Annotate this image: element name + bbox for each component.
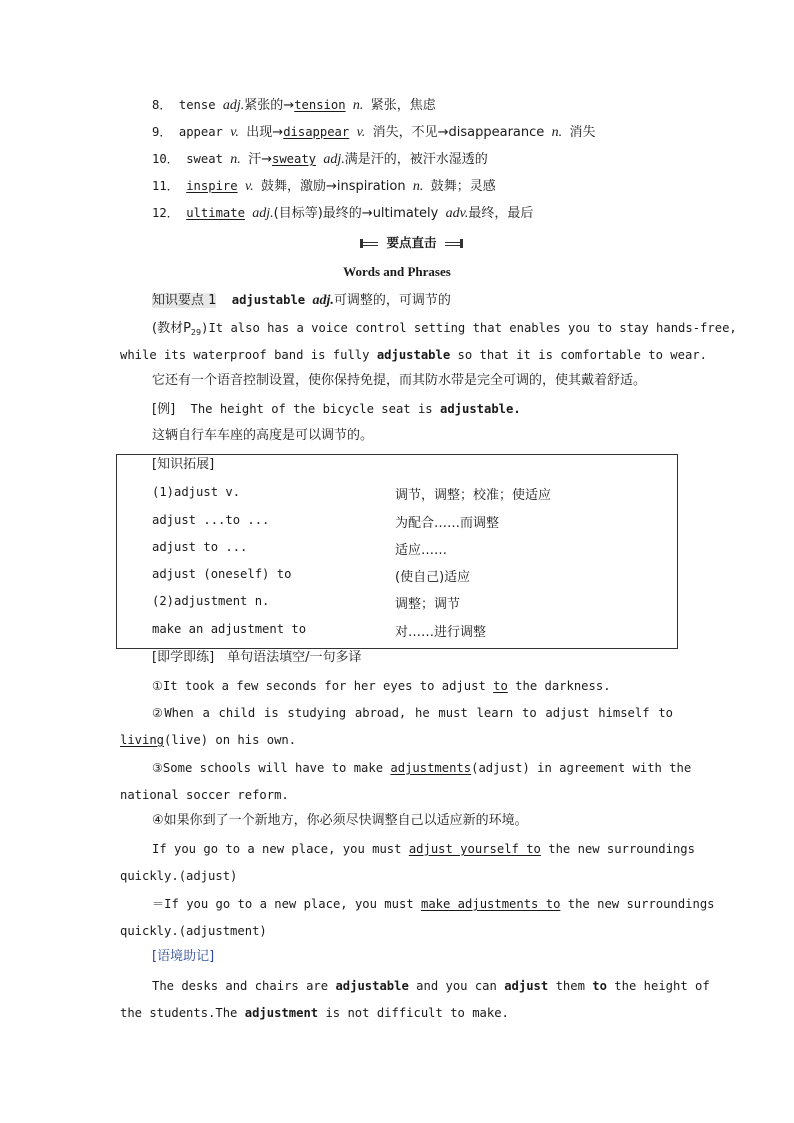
keyword: adjustment [244, 1006, 319, 1020]
part-of-speech: v. [356, 125, 366, 140]
expansion-row-en: (2)adjustment n. [152, 594, 270, 608]
practice-q3-line2: national soccer reform. [120, 788, 289, 802]
textbook-page: 29 [190, 328, 202, 337]
meaning: 紧张的→ [244, 98, 295, 113]
textbook-text: while its waterproof band is fully [120, 348, 377, 362]
practice-q2-line2 [120, 732, 296, 748]
part-of-speech: n. [230, 152, 241, 167]
meaning: 消失，不见→disappearance [372, 125, 545, 140]
item-number: 10． [152, 152, 179, 166]
item-number: 9． [152, 125, 172, 139]
question-text: ③Some schools will have to make [152, 761, 391, 775]
word: appear [178, 125, 223, 139]
practice-q1 [152, 678, 611, 694]
knowledge-point-heading [152, 292, 451, 309]
section-banner [360, 236, 463, 250]
answer-word: ultimate [186, 206, 245, 220]
part-of-speech: n. [352, 98, 364, 113]
textbook-text: so that it is comfortable to wear. [450, 348, 707, 362]
meaning: (目标等)最终的→ultimately [273, 206, 439, 221]
expansion-row-cn: 对……进行调整 [395, 625, 487, 640]
point-label: 知识要点 1 [152, 293, 217, 308]
question-text: (live) on his own. [164, 733, 297, 747]
banner-cap-right [460, 239, 463, 248]
part-of-speech: adv. [445, 206, 469, 221]
part-of-speech: adj. [222, 98, 245, 113]
context-text: is not difficult to make. [318, 1006, 509, 1020]
part-of-speech: n. [412, 179, 424, 194]
section-title: 要点直击 [378, 235, 445, 251]
expansion-row-en: adjust to ... [152, 540, 248, 554]
part-of-speech: adj. [252, 206, 274, 221]
answer-word: tension [294, 98, 346, 112]
practice-q4a-line1 [152, 841, 695, 857]
question-text: If you go to a new place, you must [152, 842, 409, 856]
keyword: adjustable. [439, 402, 521, 416]
part-of-speech: adj. [312, 293, 334, 308]
expansion-row-en: (1)adjust v. [152, 485, 241, 499]
vocab-item-12 [152, 205, 533, 222]
meaning: 可调整的，可调节的 [333, 293, 451, 308]
meaning: 消失 [569, 125, 596, 140]
example-text: The height of the bicycle seat is [190, 402, 440, 416]
vocab-item-8 [152, 97, 436, 114]
practice-q4-chinese: ④如果你到了一个新地方，你必须尽快调整自己以适应新的环境。 [152, 813, 528, 828]
point-word: adjustable [231, 293, 306, 307]
expansion-row-cn: 调整；调节 [395, 597, 461, 612]
textbook-text: )It also has a voice control setting that enables you to stay hands-free, [201, 321, 737, 335]
word: tense [178, 98, 216, 112]
context-line-1 [152, 978, 710, 994]
meaning: 满是汗的，被汗水湿透的 [344, 152, 488, 167]
answer-word: sweaty [272, 152, 317, 166]
expansion-row-cn: 调节，调整；校准；使适应 [395, 488, 552, 503]
practice-q4b-line2: quickly.(adjustment) [120, 924, 267, 938]
practice-q4a-line2: quickly.(adjust) [120, 869, 238, 883]
expansion-row-en: adjust ...to ... [152, 513, 270, 527]
answer-word: inspire [186, 179, 238, 193]
question-text: (adjust) in agreement with the [471, 761, 692, 775]
expansion-row-cn: 适应…… [395, 543, 448, 558]
meaning: 鼓舞；灵感 [430, 179, 496, 194]
question-text: ＝If you go to a new place, you must [152, 897, 421, 911]
question-text: the darkness. [507, 679, 611, 693]
practice-q3-line1 [152, 760, 692, 776]
question-text: the new surroundings [560, 897, 715, 911]
meaning: 出现→ [246, 125, 284, 140]
practice-title: [即学即练] 单句语法填空/一句多译 [152, 650, 362, 665]
answer: living [120, 733, 165, 747]
practice-q2-line1: ②When a child is studying abroad, he must learn to adjust himself to [152, 706, 673, 720]
answer: adjustments [390, 761, 472, 775]
expansion-row-en: make an adjustment to [152, 622, 307, 636]
answer: make adjustments to [421, 897, 561, 911]
meaning: 鼓舞，激励→inspiration [260, 179, 406, 194]
context-text: them [548, 979, 593, 993]
expansion-row-cn: (使自己)适应 [395, 570, 471, 585]
context-text: the students.The [120, 1006, 245, 1020]
expansion-row-cn: 为配合……而调整 [395, 516, 500, 531]
expansion-row-en: adjust (oneself) to [152, 567, 292, 581]
meaning: 最终，最后 [468, 206, 534, 221]
example-tag: [例] [152, 402, 176, 417]
context-text: The desks and chairs are [152, 979, 336, 993]
answer-word: disappear [283, 125, 350, 139]
keyword: adjustable [376, 348, 451, 362]
section-subtitle: Words and Phrases [343, 264, 451, 279]
part-of-speech: v. [230, 125, 239, 140]
context-line-2 [120, 1005, 509, 1021]
question-text: ①It took a few seconds for her eyes to adjust [152, 679, 494, 693]
meaning: 紧张，焦虑 [370, 98, 436, 113]
context-text: the height of [606, 979, 710, 993]
item-number: 11． [152, 179, 179, 193]
vocab-item-9 [152, 124, 595, 141]
item-number: 12． [152, 206, 179, 220]
word: sweat [186, 152, 223, 166]
part-of-speech: n. [551, 125, 563, 140]
meaning: 汗→ [248, 152, 272, 167]
example-translation: 这辆自行车车座的高度是可以调节的。 [152, 428, 374, 443]
practice-q4b-line1 [152, 896, 715, 912]
part-of-speech: adj. [323, 152, 345, 167]
keyword: adjustable [335, 979, 409, 993]
answer: to [493, 679, 508, 693]
part-of-speech: v. [244, 179, 254, 194]
vocab-item-10 [152, 151, 488, 168]
answer: adjust yourself to [408, 842, 541, 856]
context-text: and you can [408, 979, 505, 993]
item-number: 8． [152, 98, 172, 112]
question-text: the new surroundings [540, 842, 695, 856]
context-title: [语境助记] [152, 949, 215, 964]
keyword: adjust [504, 979, 549, 993]
expansion-title: [知识拓展] [152, 457, 215, 472]
example-line [152, 401, 521, 418]
banner-cap-left [360, 239, 363, 248]
textbook-source: (教材P [152, 321, 191, 336]
keyword: to [592, 979, 607, 993]
textbook-translation: 它还有一个语音控制设置，使你保持免提，而其防水带是完全可调的，使其戴着舒适。 [152, 373, 647, 388]
textbook-line-2 [120, 347, 707, 363]
textbook-line-1 [152, 320, 737, 341]
vocab-item-11 [152, 178, 496, 195]
